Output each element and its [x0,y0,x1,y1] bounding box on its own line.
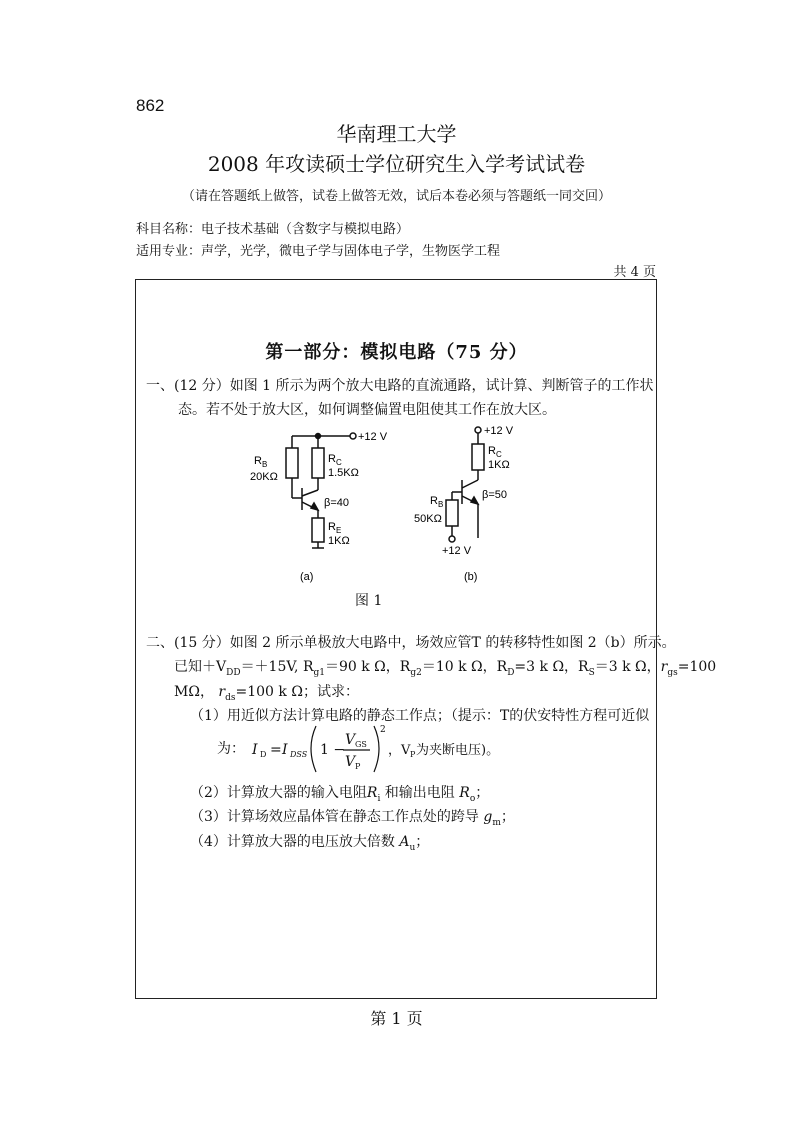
section-title: 第一部分：模拟电路（75 分） [265,342,528,363]
fig-a-vcc: +12 V [358,431,388,443]
total-pages: 共 4 页 [613,265,656,280]
transfer-formula [250,722,550,774]
q2-sub2: （2）计算放大器的输入电阻$R_i$ 和输出电阻 $R_o$； [190,785,490,804]
fig-b-label: (b) [464,571,478,583]
figure-1-circuits [240,418,540,588]
svg-text:为夹断电压)。: 为夹断电压)。 [416,743,500,758]
fig-b-beta: β=50 [482,489,507,501]
page-footer: 第 1 页 [370,1009,423,1028]
fig-a-rb-value: 20KΩ [250,471,278,483]
svg-text:I: I [282,742,288,758]
fig-b-rb-label: $R_B$ [430,495,444,509]
svg-text:V: V [345,754,356,770]
svg-text:DSS: DSS [290,750,308,759]
svg-text:2: 2 [380,725,386,735]
svg-text:=: = [270,742,282,758]
subject-name: 科目名称：电子技术基础（含数字与模拟电路） [136,222,410,237]
exam-title: 2008 年攻读硕士学位研究生入学考试试卷 [207,152,586,176]
q2-sub1-as: 为： [217,741,245,757]
svg-text:GS: GS [355,740,367,749]
q2-line1: 二、(15 分）如图 2 所示单极放大电路中，场效应管T 的转移特性如图 2（b）所示。 [146,635,676,651]
fig-a-beta: β=40 [324,497,349,509]
university-name: 华南理工大学 [336,122,457,146]
q2-sub1-line1: （1）用近似方法计算电路的静态工作点；（提示：T的伏安特性方程可近似 [190,708,650,724]
q2-sub3: （3）计算场效应晶体管在静态工作点处的跨导 $g_m$； [190,809,515,828]
fig-b-vcc: +12 V [484,425,514,437]
svg-text:，V: ，V [388,743,411,758]
svg-text:P: P [410,750,416,759]
svg-text:D: D [260,750,267,759]
svg-text:V: V [345,732,356,748]
q2-line2: 已知$+V_{DD}=+15V$, $R_{g1}=90$ k Ω，$R_{g2}=10$ k Ω，$R_D=3$ k Ω，$R_S=3$ k Ω，$r_{gs}=100$ [174,659,717,678]
fig-a-rb-label: $R_B$ [254,455,268,469]
fig-a-re-value: 1KΩ [328,535,350,547]
fig-b-rc-value: 1KΩ [488,459,510,471]
fig-a-rc-value: 1.5KΩ [328,467,359,479]
q1-line1: 一、(12 分）如图 1 所示为两个放大电路的直流通路，试计算、判断管子的工作状 [146,378,654,394]
exam-code: 862 [136,96,165,115]
q2-sub4: （4）计算放大器的电压放大倍数 $A_u$； [190,834,430,853]
svg-text:I: I [252,742,258,758]
svg-text:1 −: 1 − [320,742,346,758]
applicable-majors: 适用专业：声学，光学，微电子学与固体电子学，生物医学工程 [136,244,501,259]
q2-line3: MΩ， $r_{ds}=100$ k Ω；试求： [174,684,359,703]
exam-note: （请在答题纸上做答，试卷上做答无效，试后本卷必须与答题纸一同交回） [181,189,611,204]
figure-1-caption: 图 1 [355,593,383,609]
fig-b-rc-label: $R_C$ [488,445,502,459]
fig-b-rb-value: 50KΩ [414,513,442,525]
svg-text:P: P [355,762,361,771]
fig-b-vbb: +12 V [442,545,472,557]
q1-line2: 态。若不处于放大区，如何调整偏置电阻使其工作在放大区。 [178,402,556,418]
fig-a-rc-label: $R_C$ [328,453,342,467]
fig-a-label: (a) [300,571,314,583]
fig-a-re-label: $R_E$ [328,521,342,535]
